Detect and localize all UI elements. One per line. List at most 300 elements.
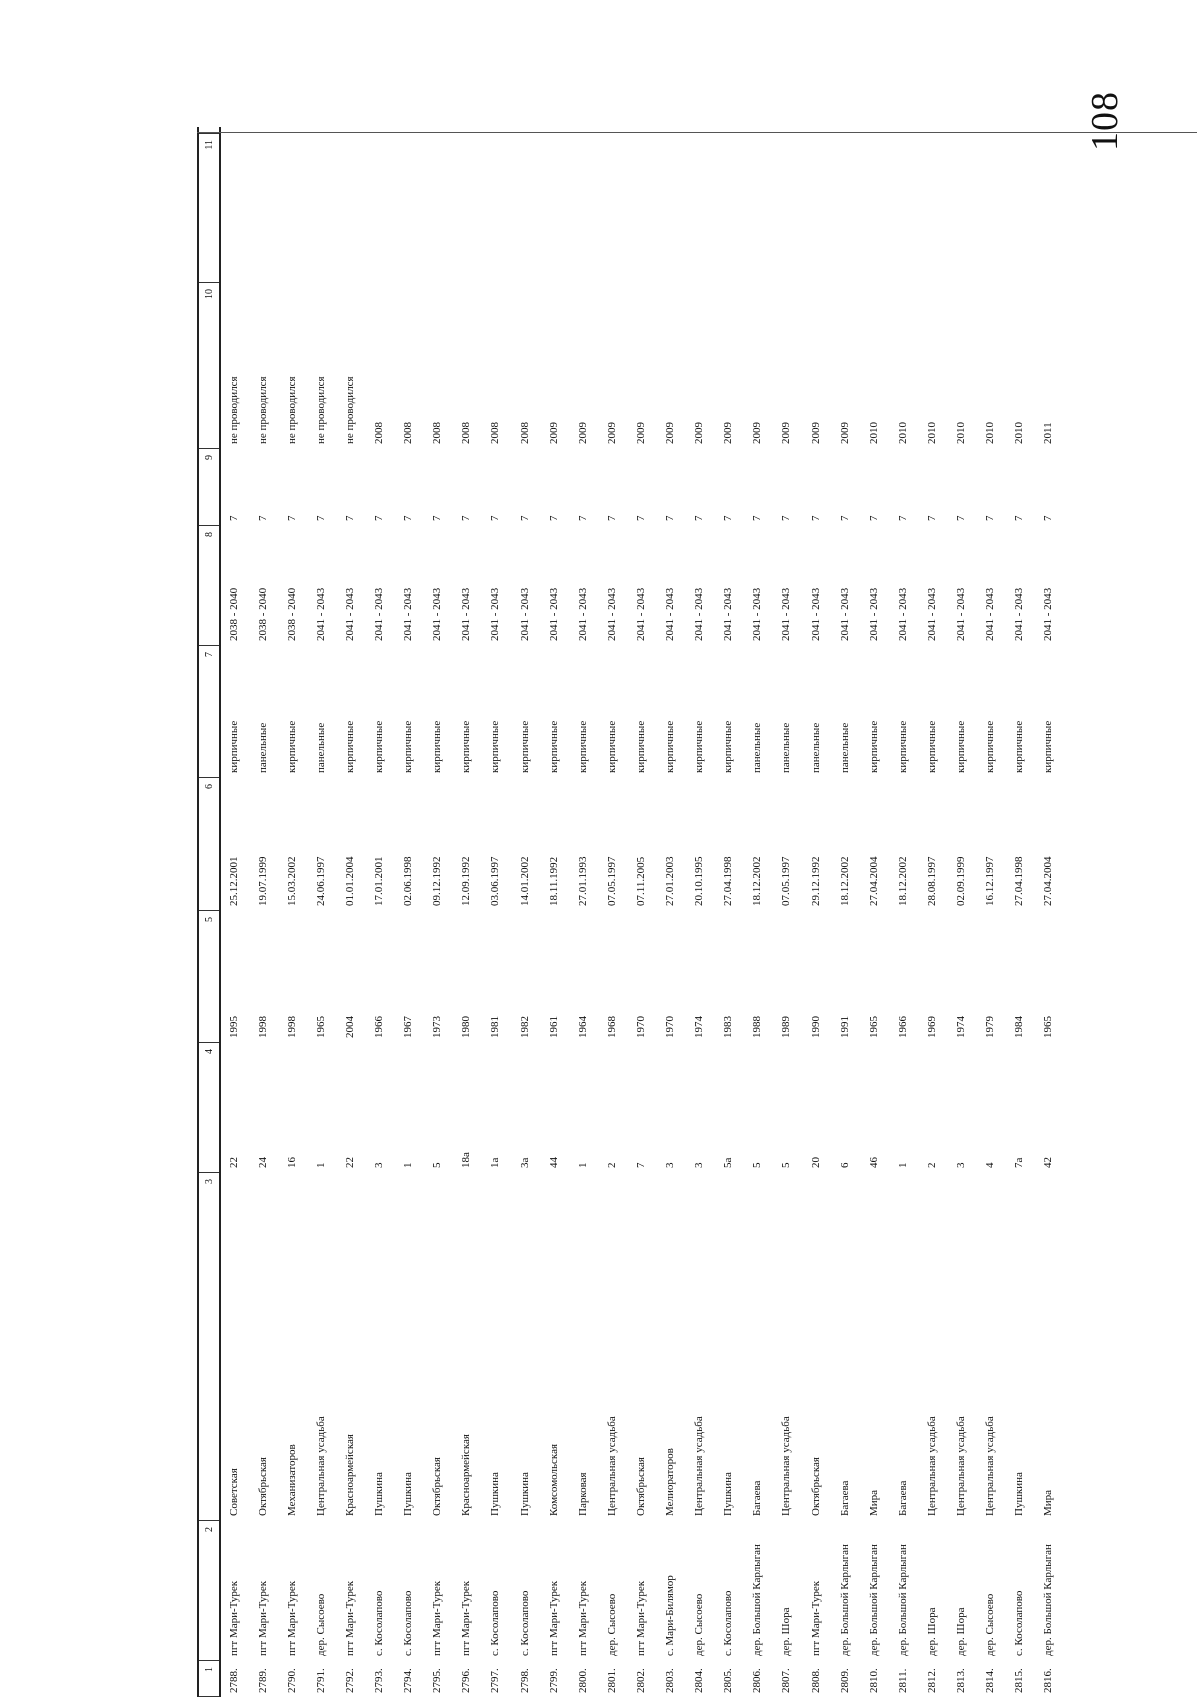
cell-number: 2793. bbox=[373, 1668, 386, 1693]
table-header-row bbox=[197, 127, 221, 1697]
cell-year: 1964 bbox=[576, 1016, 589, 1038]
cell-col10: 2009 bbox=[664, 422, 677, 444]
cell-col9: 7 bbox=[634, 515, 647, 521]
cell-material: кирпичные bbox=[1042, 720, 1055, 773]
table-row bbox=[510, 127, 539, 1697]
cell-period: 2041 - 2043 bbox=[1013, 587, 1026, 641]
cell-period: 2038 - 2040 bbox=[256, 587, 269, 641]
cell-material: кирпичные bbox=[547, 720, 560, 773]
page-number: 108 bbox=[1084, 91, 1126, 151]
cell-number: 2813. bbox=[955, 1668, 968, 1693]
column-header-4: 4 bbox=[199, 1042, 219, 1172]
cell-period: 2041 - 2043 bbox=[867, 587, 880, 641]
table-row bbox=[685, 127, 714, 1697]
table-container bbox=[197, 127, 1197, 1697]
cell-locality: с. Косолапово bbox=[722, 1590, 735, 1656]
cell-period: 2041 - 2043 bbox=[431, 587, 444, 641]
cell-house-number: 3а bbox=[518, 1157, 531, 1168]
cell-locality: пгт Мари-Турек bbox=[256, 1580, 269, 1656]
cell-locality: дер. Шора bbox=[955, 1607, 968, 1656]
cell-number: 2815. bbox=[1013, 1668, 1026, 1693]
cell-house-number: 1 bbox=[896, 1162, 909, 1168]
cell-year: 1965 bbox=[1042, 1016, 1055, 1038]
cell-house-number: 3 bbox=[955, 1162, 968, 1168]
cell-period: 2041 - 2043 bbox=[460, 587, 473, 641]
cell-locality: пгт Мари-Турек bbox=[576, 1580, 589, 1656]
cell-number: 2796. bbox=[460, 1668, 473, 1693]
cell-col9: 7 bbox=[867, 515, 880, 521]
cell-col9: 7 bbox=[809, 515, 822, 521]
cell-date: 29.12.1992 bbox=[809, 856, 822, 906]
cell-number: 2791. bbox=[314, 1668, 327, 1693]
cell-material: кирпичные bbox=[722, 720, 735, 773]
cell-date: 15.03.2002 bbox=[285, 856, 298, 906]
cell-year: 1988 bbox=[751, 1016, 764, 1038]
cell-locality: с. Мари-Билямор bbox=[664, 1575, 677, 1656]
cell-period: 2041 - 2043 bbox=[955, 587, 968, 641]
cell-street: Пушкина bbox=[489, 1472, 502, 1516]
cell-locality: пгт Мари-Турек bbox=[431, 1580, 444, 1656]
cell-col9: 7 bbox=[605, 515, 618, 521]
table-row bbox=[365, 127, 394, 1697]
cell-date: 07.05.1997 bbox=[780, 856, 793, 906]
cell-year: 1983 bbox=[722, 1016, 735, 1038]
cell-number: 2795. bbox=[431, 1668, 444, 1693]
cell-locality: пгт Мари-Турек bbox=[227, 1580, 240, 1656]
cell-col10: 2008 bbox=[431, 422, 444, 444]
cell-material: панельные bbox=[809, 722, 822, 773]
cell-col10: 2009 bbox=[634, 422, 647, 444]
cell-col9: 7 bbox=[227, 515, 240, 521]
cell-year: 1961 bbox=[547, 1016, 560, 1038]
cell-house-number: 22 bbox=[343, 1157, 356, 1168]
cell-col10: 2009 bbox=[780, 422, 793, 444]
cell-period: 2041 - 2043 bbox=[634, 587, 647, 641]
cell-col9: 7 bbox=[664, 515, 677, 521]
column-header-10: 10 bbox=[199, 282, 219, 448]
cell-locality: пгт Мари-Турек bbox=[547, 1580, 560, 1656]
cell-col10: 2009 bbox=[838, 422, 851, 444]
table-row bbox=[1005, 127, 1034, 1697]
cell-locality: дер. Большой Карлыган bbox=[838, 1544, 851, 1656]
cell-year: 1984 bbox=[1013, 1016, 1026, 1038]
cell-locality: дер. Большой Карлыган bbox=[867, 1544, 880, 1656]
cell-col9: 7 bbox=[984, 515, 997, 521]
column-header-11: 11 bbox=[199, 133, 219, 282]
cell-col9: 7 bbox=[693, 515, 706, 521]
cell-date: 12.09.1992 bbox=[460, 856, 473, 906]
cell-number: 2802. bbox=[634, 1668, 647, 1693]
cell-number: 2790. bbox=[285, 1668, 298, 1693]
cell-year: 1970 bbox=[634, 1016, 647, 1038]
cell-col9: 7 bbox=[1042, 515, 1055, 521]
cell-year: 1969 bbox=[925, 1016, 938, 1038]
cell-house-number: 18а bbox=[460, 1152, 473, 1168]
table-row bbox=[888, 127, 917, 1697]
cell-house-number: 46 bbox=[867, 1157, 880, 1168]
table-row bbox=[743, 127, 772, 1697]
cell-col9: 7 bbox=[751, 515, 764, 521]
cell-year: 2004 bbox=[343, 1016, 356, 1038]
cell-material: кирпичные bbox=[1013, 720, 1026, 773]
cell-period: 2038 - 2040 bbox=[285, 587, 298, 641]
column-header-9: 9 bbox=[199, 448, 219, 525]
cell-number: 2805. bbox=[722, 1668, 735, 1693]
cell-year: 1966 bbox=[373, 1016, 386, 1038]
cell-street: Пушкина bbox=[402, 1472, 415, 1516]
cell-number: 2789. bbox=[256, 1668, 269, 1693]
cell-year: 1990 bbox=[809, 1016, 822, 1038]
cell-material: кирпичные bbox=[373, 720, 386, 773]
cell-period: 2041 - 2043 bbox=[373, 587, 386, 641]
cell-street: Багаева bbox=[896, 1480, 909, 1516]
cell-period: 2041 - 2043 bbox=[605, 587, 618, 641]
cell-period: 2041 - 2043 bbox=[664, 587, 677, 641]
cell-date: 19.07.1999 bbox=[256, 856, 269, 906]
cell-period: 2041 - 2043 bbox=[314, 587, 327, 641]
cell-locality: дер. Шора bbox=[925, 1607, 938, 1656]
column-header-6: 6 bbox=[199, 777, 219, 910]
cell-year: 1965 bbox=[867, 1016, 880, 1038]
cell-col9: 7 bbox=[402, 515, 415, 521]
cell-house-number: 5 bbox=[431, 1162, 444, 1168]
cell-year: 1967 bbox=[402, 1016, 415, 1038]
cell-year: 1998 bbox=[256, 1016, 269, 1038]
cell-date: 07.11.2005 bbox=[634, 856, 647, 906]
table-row bbox=[568, 127, 597, 1697]
cell-material: кирпичные bbox=[431, 720, 444, 773]
cell-house-number: 3 bbox=[693, 1162, 706, 1168]
cell-year: 1982 bbox=[518, 1016, 531, 1038]
cell-locality: с. Косолапово bbox=[489, 1590, 502, 1656]
column-header-1: 1 bbox=[199, 1660, 219, 1697]
cell-street: Октябрьская bbox=[431, 1457, 444, 1516]
cell-col10: 2011 bbox=[1042, 422, 1055, 444]
cell-date: 27.01.1993 bbox=[576, 856, 589, 906]
cell-locality: дер. Большой Карлыган bbox=[751, 1544, 764, 1656]
cell-house-number: 5 bbox=[780, 1162, 793, 1168]
cell-date: 27.04.1998 bbox=[722, 856, 735, 906]
cell-date: 27.04.1998 bbox=[1013, 856, 1026, 906]
cell-street: Октябрьская bbox=[809, 1457, 822, 1516]
cell-house-number: 7 bbox=[634, 1162, 647, 1168]
cell-street: Комсомольская bbox=[547, 1443, 560, 1516]
cell-col10: не проводился bbox=[343, 376, 356, 444]
cell-col10: не проводился bbox=[227, 376, 240, 444]
cell-period: 2038 - 2040 bbox=[227, 587, 240, 641]
cell-material: кирпичные bbox=[489, 720, 502, 773]
cell-material: кирпичные bbox=[605, 720, 618, 773]
cell-date: 18.12.2002 bbox=[751, 856, 764, 906]
cell-house-number: 16 bbox=[285, 1157, 298, 1168]
cell-street: Советская bbox=[227, 1468, 240, 1516]
cell-number: 2814. bbox=[984, 1668, 997, 1693]
cell-street: Центральная усадьба bbox=[984, 1416, 997, 1516]
cell-col10: не проводился bbox=[256, 376, 269, 444]
table-row bbox=[859, 127, 888, 1697]
cell-col9: 7 bbox=[431, 515, 444, 521]
cell-street: Красноармейская bbox=[343, 1434, 356, 1516]
table-row bbox=[335, 127, 364, 1697]
cell-date: 07.05.1997 bbox=[605, 856, 618, 906]
cell-period: 2041 - 2043 bbox=[751, 587, 764, 641]
table-row bbox=[626, 127, 655, 1697]
cell-house-number: 22 bbox=[227, 1157, 240, 1168]
cell-col10: 2010 bbox=[984, 422, 997, 444]
cell-material: кирпичные bbox=[664, 720, 677, 773]
cell-col10: 2008 bbox=[402, 422, 415, 444]
cell-material: кирпичные bbox=[576, 720, 589, 773]
cell-date: 28.08.1997 bbox=[925, 856, 938, 906]
cell-period: 2041 - 2043 bbox=[518, 587, 531, 641]
cell-period: 2041 - 2043 bbox=[693, 587, 706, 641]
table-row bbox=[772, 127, 801, 1697]
cell-col10: 2009 bbox=[547, 422, 560, 444]
cell-col10: 2008 bbox=[373, 422, 386, 444]
cell-material: панельные bbox=[780, 722, 793, 773]
cell-number: 2801. bbox=[605, 1668, 618, 1693]
cell-period: 2041 - 2043 bbox=[838, 587, 851, 641]
cell-material: кирпичные bbox=[227, 720, 240, 773]
table-row bbox=[277, 127, 306, 1697]
cell-date: 27.01.2003 bbox=[664, 856, 677, 906]
cell-street: Октябрьская bbox=[256, 1457, 269, 1516]
housing-register-table bbox=[197, 127, 1197, 1697]
cell-number: 2803. bbox=[664, 1668, 677, 1693]
cell-date: 01.01.2004 bbox=[343, 856, 356, 906]
column-header-5: 5 bbox=[199, 910, 219, 1042]
cell-col10: 2008 bbox=[518, 422, 531, 444]
cell-period: 2041 - 2043 bbox=[1042, 587, 1055, 641]
cell-street: Центральная усадьба bbox=[693, 1416, 706, 1516]
cell-date: 25.12.2001 bbox=[227, 856, 240, 906]
cell-col10: 2009 bbox=[693, 422, 706, 444]
cell-material: кирпичные bbox=[402, 720, 415, 773]
cell-period: 2041 - 2043 bbox=[809, 587, 822, 641]
cell-col10: 2009 bbox=[809, 422, 822, 444]
cell-period: 2041 - 2043 bbox=[984, 587, 997, 641]
cell-period: 2041 - 2043 bbox=[343, 587, 356, 641]
cell-material: кирпичные bbox=[955, 720, 968, 773]
table-row bbox=[1034, 127, 1063, 1697]
cell-col9: 7 bbox=[780, 515, 793, 521]
cell-material: кирпичные bbox=[343, 720, 356, 773]
cell-number: 2811. bbox=[896, 1668, 909, 1693]
table-row bbox=[452, 127, 481, 1697]
cell-number: 2792. bbox=[343, 1668, 356, 1693]
cell-year: 1968 bbox=[605, 1016, 618, 1038]
table-row bbox=[917, 127, 946, 1697]
cell-col9: 7 bbox=[518, 515, 531, 521]
column-header-3: 3 bbox=[199, 1172, 219, 1520]
table-row bbox=[306, 127, 335, 1697]
cell-house-number: 20 bbox=[809, 1157, 822, 1168]
cell-col10: 2008 bbox=[489, 422, 502, 444]
cell-year: 1973 bbox=[431, 1016, 444, 1038]
cell-col9: 7 bbox=[489, 515, 502, 521]
column-header-8: 8 bbox=[199, 525, 219, 645]
cell-number: 2816. bbox=[1042, 1668, 1055, 1693]
cell-date: 03.06.1997 bbox=[489, 856, 502, 906]
cell-col10: 2009 bbox=[576, 422, 589, 444]
cell-number: 2800. bbox=[576, 1668, 589, 1693]
cell-material: кирпичные bbox=[460, 720, 473, 773]
cell-period: 2041 - 2043 bbox=[780, 587, 793, 641]
table-right-rule bbox=[197, 132, 1197, 133]
cell-date: 18.12.2002 bbox=[838, 856, 851, 906]
cell-house-number: 2 bbox=[925, 1162, 938, 1168]
cell-col9: 7 bbox=[373, 515, 386, 521]
cell-house-number: 1 bbox=[314, 1162, 327, 1168]
column-header-2: 2 bbox=[199, 1520, 219, 1660]
cell-period: 2041 - 2043 bbox=[722, 587, 735, 641]
table-row bbox=[423, 127, 452, 1697]
cell-period: 2041 - 2043 bbox=[402, 587, 415, 641]
cell-locality: с. Косолапово bbox=[373, 1590, 386, 1656]
cell-street: Пушкина bbox=[722, 1472, 735, 1516]
cell-street: Мелиораторов bbox=[664, 1448, 677, 1516]
cell-house-number: 42 bbox=[1042, 1157, 1055, 1168]
cell-number: 2810. bbox=[867, 1668, 880, 1693]
cell-material: кирпичные bbox=[984, 720, 997, 773]
cell-material: панельные bbox=[838, 722, 851, 773]
cell-year: 1970 bbox=[664, 1016, 677, 1038]
cell-number: 2798. bbox=[518, 1668, 531, 1693]
cell-locality: дер. Большой Карлыган bbox=[896, 1544, 909, 1656]
cell-year: 1974 bbox=[955, 1016, 968, 1038]
cell-number: 2794. bbox=[402, 1668, 415, 1693]
cell-street: Механизаторов bbox=[285, 1444, 298, 1516]
cell-locality: пгт Мари-Турек bbox=[809, 1580, 822, 1656]
cell-period: 2041 - 2043 bbox=[576, 587, 589, 641]
cell-date: 14.01.2002 bbox=[518, 856, 531, 906]
cell-period: 2041 - 2043 bbox=[489, 587, 502, 641]
cell-street: Пушкина bbox=[1013, 1472, 1026, 1516]
table-row bbox=[830, 127, 859, 1697]
table-row bbox=[656, 127, 685, 1697]
cell-house-number: 4 bbox=[984, 1162, 997, 1168]
cell-house-number: 1 bbox=[576, 1162, 589, 1168]
cell-material: кирпичные bbox=[867, 720, 880, 773]
cell-col9: 7 bbox=[460, 515, 473, 521]
cell-col10: 2009 bbox=[605, 422, 618, 444]
cell-house-number: 3 bbox=[373, 1162, 386, 1168]
cell-locality: с. Косолапово bbox=[518, 1590, 531, 1656]
cell-period: 2041 - 2043 bbox=[547, 587, 560, 641]
cell-period: 2041 - 2043 bbox=[925, 587, 938, 641]
cell-material: кирпичные bbox=[518, 720, 531, 773]
cell-material: панельные bbox=[314, 722, 327, 773]
column-header-7: 7 bbox=[199, 645, 219, 777]
cell-locality: пгт Мари-Турек bbox=[285, 1580, 298, 1656]
cell-date: 09.12.1992 bbox=[431, 856, 444, 906]
cell-year: 1979 bbox=[984, 1016, 997, 1038]
cell-house-number: 3 bbox=[664, 1162, 677, 1168]
table-row bbox=[394, 127, 423, 1697]
cell-date: 24.06.1997 bbox=[314, 856, 327, 906]
cell-locality: дер. Большой Карлыган bbox=[1042, 1544, 1055, 1656]
cell-street: Парковая bbox=[576, 1472, 589, 1516]
cell-col9: 7 bbox=[576, 515, 589, 521]
cell-street: Центральная усадьба bbox=[955, 1416, 968, 1516]
cell-col9: 7 bbox=[256, 515, 269, 521]
cell-col10: 2009 bbox=[722, 422, 735, 444]
cell-col9: 7 bbox=[722, 515, 735, 521]
cell-date: 18.11.1992 bbox=[547, 856, 560, 906]
cell-col10: 2010 bbox=[896, 422, 909, 444]
cell-col10: 2010 bbox=[955, 422, 968, 444]
cell-material: панельные bbox=[751, 722, 764, 773]
cell-house-number: 7а bbox=[1013, 1157, 1026, 1168]
cell-material: кирпичные bbox=[693, 720, 706, 773]
table-row bbox=[976, 127, 1005, 1697]
cell-number: 2807. bbox=[780, 1668, 793, 1693]
cell-material: кирпичные bbox=[925, 720, 938, 773]
cell-street: Мира bbox=[867, 1489, 880, 1516]
cell-street: Центральная усадьба bbox=[925, 1416, 938, 1516]
cell-street: Центральная усадьба bbox=[314, 1416, 327, 1516]
cell-locality: дер. Сысоево bbox=[984, 1593, 997, 1656]
table-row bbox=[248, 127, 277, 1697]
table-row bbox=[481, 127, 510, 1697]
cell-year: 1995 bbox=[227, 1016, 240, 1038]
cell-date: 02.09.1999 bbox=[955, 856, 968, 906]
cell-col10: не проводился bbox=[285, 376, 298, 444]
cell-number: 2797. bbox=[489, 1668, 502, 1693]
cell-street: Центральная усадьба bbox=[780, 1416, 793, 1516]
cell-col10: 2010 bbox=[1013, 422, 1026, 444]
cell-house-number: 1 bbox=[402, 1162, 415, 1168]
cell-col9: 7 bbox=[1013, 515, 1026, 521]
cell-locality: пгт Мари-Турек bbox=[634, 1580, 647, 1656]
cell-col9: 7 bbox=[285, 515, 298, 521]
cell-number: 2809. bbox=[838, 1668, 851, 1693]
cell-date: 17.01.2001 bbox=[373, 856, 386, 906]
cell-locality: дер. Сысоево bbox=[314, 1593, 327, 1656]
cell-col9: 7 bbox=[925, 515, 938, 521]
cell-year: 1966 bbox=[896, 1016, 909, 1038]
cell-date: 18.12.2002 bbox=[896, 856, 909, 906]
cell-locality: дер. Шора bbox=[780, 1607, 793, 1656]
cell-material: кирпичные bbox=[285, 720, 298, 773]
cell-street: Пушкина bbox=[373, 1472, 386, 1516]
cell-year: 1965 bbox=[314, 1016, 327, 1038]
cell-col10: не проводился bbox=[314, 376, 327, 444]
cell-locality: с. Косолапово bbox=[1013, 1590, 1026, 1656]
cell-house-number: 5 bbox=[751, 1162, 764, 1168]
cell-house-number: 24 bbox=[256, 1157, 269, 1168]
cell-street: Мира bbox=[1042, 1489, 1055, 1516]
cell-col9: 7 bbox=[838, 515, 851, 521]
cell-date: 27.04.2004 bbox=[867, 856, 880, 906]
table-row bbox=[597, 127, 626, 1697]
cell-year: 1991 bbox=[838, 1016, 851, 1038]
cell-number: 2808. bbox=[809, 1668, 822, 1693]
cell-year: 1989 bbox=[780, 1016, 793, 1038]
cell-period: 2041 - 2043 bbox=[896, 587, 909, 641]
cell-col9: 7 bbox=[955, 515, 968, 521]
cell-street: Красноармейская bbox=[460, 1434, 473, 1516]
table-row bbox=[947, 127, 976, 1697]
cell-year: 1981 bbox=[489, 1016, 502, 1038]
cell-col9: 7 bbox=[547, 515, 560, 521]
table-row bbox=[714, 127, 743, 1697]
cell-street: Багаева bbox=[751, 1480, 764, 1516]
cell-house-number: 5а bbox=[722, 1157, 735, 1168]
table-row bbox=[219, 127, 248, 1697]
cell-locality: пгт Мари-Турек bbox=[460, 1580, 473, 1656]
cell-number: 2804. bbox=[693, 1668, 706, 1693]
